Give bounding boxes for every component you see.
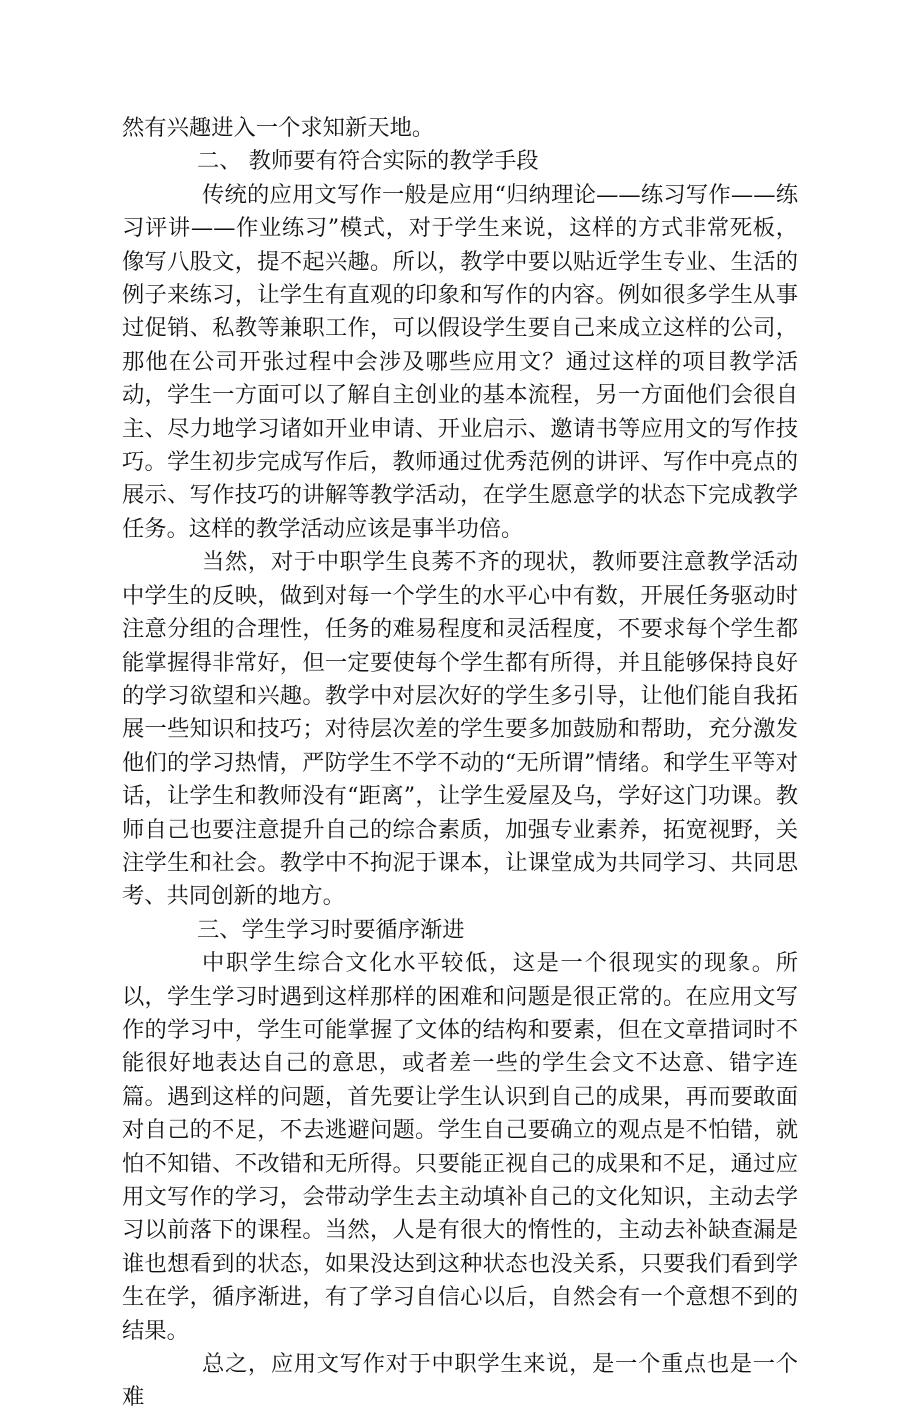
paragraph-summary: 总之，应用文写作对于中职学生来说，是一个重点也是一个难: [122, 1351, 798, 1411]
document-body: [122, 112, 798, 1415]
paragraph-students-learning: 中职学生综合文化水平较低，这是一个很现实的现象。所以，学生学习时遇到这样那样的困难和问题是很正常的。在应用文写作的学习中，学生可能掌握了文体的结构和要素，但在文章措词时不能很好地表达自己的意思，或者差一些的学生会文不达意、错字连篇。遇到这样的问题，首先要让学生认识到自己的成果，再而要敢面对自己的不足，不去逃避问题。学生自己要确立的观点是不怕错，就怕不知错、不改错和无所得。只要能正视自己的成果和不足，通过应用文写作的学习，会带动学生去主动填补自己的文化知识，主动去学习以前落下的课程。当然，人是有很大的惰性的，主动去补缺查漏是谁也想看到的状态，如果没达到这种状态也没关系，只要我们看到学生在学，循序渐进，有了学习自信心以后，自然会有一个意想不到的结果。: [122, 950, 798, 1344]
section-heading-3: 三、学生学习时要循序渐进: [197, 916, 465, 943]
paragraph-traditional-writing: 传统的应用文写作一般是应用“归纳理论——练习写作——练习评讲——作业练习”模式，对于学生来说，这样的方式非常死板，像写八股文，提不起兴趣。所以，教学中要以贴近学生专业、生活的例子来练习，让学生有直观的印象和写作的内容。例如很多学生从事过促销、私教等兼职工作，可以假设学生要自己来成立这样的公司，那他在公司开张过程中会涉及哪些应用文？通过这样的项目教学活动，学生一方面可以了解自主创业的基本流程，另一方面他们会很自主、尽力地学习诸如开业申请、开业启示、邀请书等应用文的写作技巧。学生初步完成写作后，教师通过优秀范例的讲评、写作中亮点的展示、写作技巧的讲解等教学活动，在学生愿意学的状态下完成教学任务。这样的教学活动应该是事半功倍。: [122, 181, 798, 542]
paragraph-continuation: 然有兴趣进入一个求知新天地。: [122, 115, 435, 141]
paragraph-of-course: 当然，对于中职学生良莠不齐的现状，教师要注意教学活动中学生的反映，做到对每一个学生的水平心中有数，开展任务驱动时注意分组的合理性，任务的难易程度和灵活程度，不要求每个学生都能掌握得非常好，但一定要使每个学生都有所得，并且能够保持良好的学习欲望和兴趣。教学中对层次好的学生多引导，让他们能自我拓展一些知识和技巧；对待层次差的学生要多加鼓励和帮助，充分激发他们的学习热情，严防学生不学不动的“无所谓”情绪。和学生平等对话，让学生和教师没有“距离”，让学生爱屋及乌，学好这门功课。教师自己也要注意提升自己的综合素质，加强专业素养，拓宽视野，关注学生和社会。教学中不拘泥于课本，让课堂成为共同学习、共同思考、共同创新的地方。: [122, 549, 798, 910]
section-heading-2: 二、 教师要有符合实际的教学手段: [197, 148, 539, 175]
